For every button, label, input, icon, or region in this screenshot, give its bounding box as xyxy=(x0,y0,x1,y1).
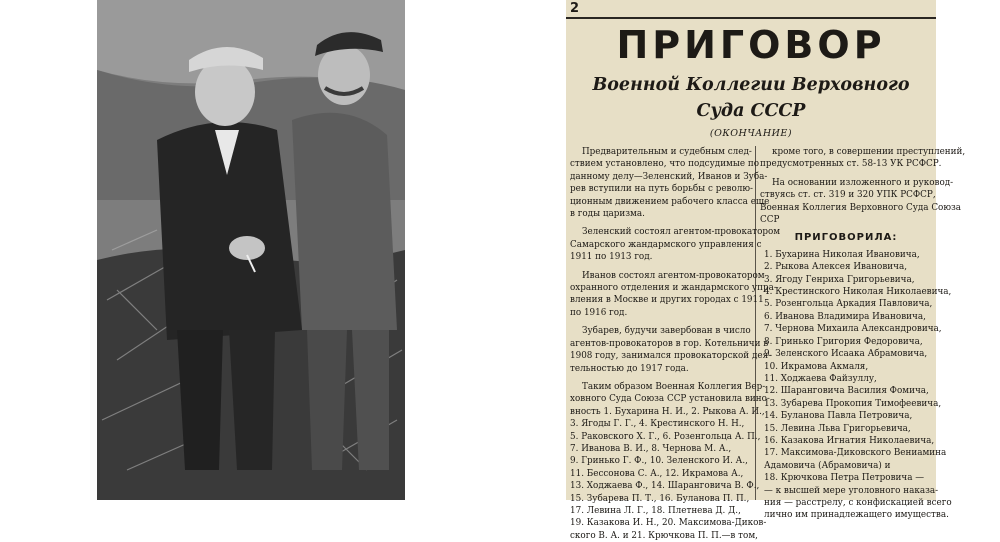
article-line: ского В. А. и 21. Крючкова П. П.—в том, xyxy=(570,530,758,541)
article-line: 5. Раковского Х. Г., 6. Розенгольца А. П., xyxy=(570,431,761,442)
page-number: 2 xyxy=(570,1,580,16)
article-line: 15. Зубарева П. Т., 16. Буланова П. П., xyxy=(570,493,750,504)
article-line: кроме того, в совершении преступлений, xyxy=(772,147,966,157)
article-left-column xyxy=(570,146,781,542)
article-line: по 1916 год. xyxy=(570,307,628,318)
article-line: данному делу—Зеленский, Иванов и Зуба- xyxy=(570,171,768,182)
article-line: 1908 году, занимался провокаторской дея- xyxy=(570,351,772,362)
article-line: 17. Левина Л. Г., 18. Плетнева Д. Д., xyxy=(570,505,741,516)
verdict-list-item: 14. Буланова Павла Петровича, xyxy=(764,411,913,422)
verdict-list-item: лично им принадлежащего имущества. xyxy=(764,510,949,521)
verdict-list-item: 6. Иванова Владимира Ивановича, xyxy=(764,311,926,322)
verdict-list-item: 3. Ягоду Генриха Григорьевича, xyxy=(764,274,915,285)
verdict-list-item: 8. Гринько Григория Федоровича, xyxy=(764,336,923,347)
verdict-list-item: 9. Зеленского Исаака Абрамовича, xyxy=(764,349,928,360)
photo-illustration xyxy=(97,0,405,500)
article-line: Таким образом Военная Коллегия Вер- xyxy=(582,381,766,392)
subheadline xyxy=(566,72,936,124)
verdict-list xyxy=(760,249,952,522)
article-line: ствуясь ст. ст. 319 и 320 УПК РСФСР, xyxy=(760,190,936,201)
article-line: Зеленский состоял агентом-провокатором xyxy=(582,227,781,238)
verdict-list-item: 11. Ходжаева Файзуллу, xyxy=(764,373,877,384)
verdict-list-item: 5. Розенгольца Аркадия Павловича, xyxy=(764,299,933,310)
article-line: агентов-провокаторов в гор. Котельничи в xyxy=(570,338,769,349)
verdict-heading: ПРИГОВОРИЛА: xyxy=(794,232,898,244)
subhead-line-1: Военной Коллегии Верховного xyxy=(592,75,910,95)
verdict-list-item: 2. Рыкова Алексея Ивановича, xyxy=(764,262,908,273)
verdict-list-item: ния — расстрелу, с конфискацией всего xyxy=(764,497,952,508)
article-line: Иванов состоял агентом-провокатором xyxy=(582,270,765,281)
article-line: рев вступили на путь борьбы с револю- xyxy=(570,184,754,195)
verdict-list-item: 18. Крючкова Петра Петровича — xyxy=(764,473,925,484)
verdict-list-item: — к высшей мере уголовного наказа- xyxy=(764,485,939,496)
verdict-list-item: Адамовича (Абрамовича) и xyxy=(764,460,891,471)
verdict-list-item: 12. Шаранговича Василия Фомича, xyxy=(764,386,929,397)
right-intro-text xyxy=(760,146,966,226)
article-line: предусмотренных ст. 58-13 УК РСФСР. xyxy=(760,159,942,170)
article-line: 13. Ходжаева Ф., 14. Шаранговича В. Ф., xyxy=(570,481,760,492)
headline: ПРИГОВОР xyxy=(616,23,886,67)
historical-photograph xyxy=(97,0,405,500)
article-line: 9. Гринько Г. Ф., 10. Зеленского И. А., xyxy=(570,456,748,467)
verdict-list-item: 17. Максимова-Диковского Вениамина xyxy=(764,448,947,459)
subhead-line-2: Суда СССР xyxy=(696,101,806,121)
article-line: вность 1. Бухарина Н. И., 2. Рыкова А. И., xyxy=(570,406,765,417)
article-line: Самарского жандармского управления с xyxy=(570,239,762,250)
verdict-list-item: 4. Крестинского Николая Николаевича, xyxy=(764,287,952,298)
article-line: 11. Бессонова С. А., 12. Икрамова А., xyxy=(570,468,744,479)
newspaper-page xyxy=(566,0,966,541)
verdict-list-item: 10. Икрамова Акмаля, xyxy=(764,361,869,372)
article-line: На основании изложенного и руковод- xyxy=(772,177,954,188)
verdict-list-item: 7. Чернова Михаила Александровича, xyxy=(764,324,942,335)
article-line: ховного Суда Союза ССР установила вино- xyxy=(570,394,770,405)
verdict-list-item: 1. Бухарина Николая Ивановича, xyxy=(764,249,920,260)
article-line: вления в Москве и других городах с 1911 xyxy=(570,295,764,306)
article-line: Военная Коллегия Верховного Суда Союза xyxy=(760,202,962,213)
article-line: Зубарев, будучи завербован в число xyxy=(582,326,751,337)
article-line: 1911 по 1913 год. xyxy=(570,252,653,263)
article-line: ССР xyxy=(760,215,780,226)
article-line: в годы царизма. xyxy=(570,209,645,220)
article-line: ствием установлено, что подсудимые по xyxy=(570,159,760,170)
article-line: 7. Иванова В. И., 8. Чернова М. А., xyxy=(570,443,732,454)
verdict-list-item: 16. Казакова Игнатия Николаевича, xyxy=(764,435,935,446)
article-line: ционным движением рабочего класса еще xyxy=(570,196,770,207)
article-line: 19. Казакова И. Н., 20. Максимова-Диков- xyxy=(570,518,767,529)
article-line: тельностью до 1917 года. xyxy=(570,363,689,374)
top-rule xyxy=(566,17,936,19)
ending-label: (ОКОНЧАНИЕ) xyxy=(709,128,793,139)
article-line: 3. Ягоды Г. Г., 4. Крестинского Н. Н., xyxy=(570,419,745,430)
article-right-column xyxy=(760,146,966,522)
verdict-list-item: 15. Левина Льва Григорьевича, xyxy=(764,423,911,434)
article-line: охранного отделения и жандармского упра- xyxy=(570,283,777,294)
article-line: Предварительным и судебным след- xyxy=(582,147,752,157)
verdict-list-item: 13. Зубарева Прокопия Тимофеевича, xyxy=(764,398,942,409)
